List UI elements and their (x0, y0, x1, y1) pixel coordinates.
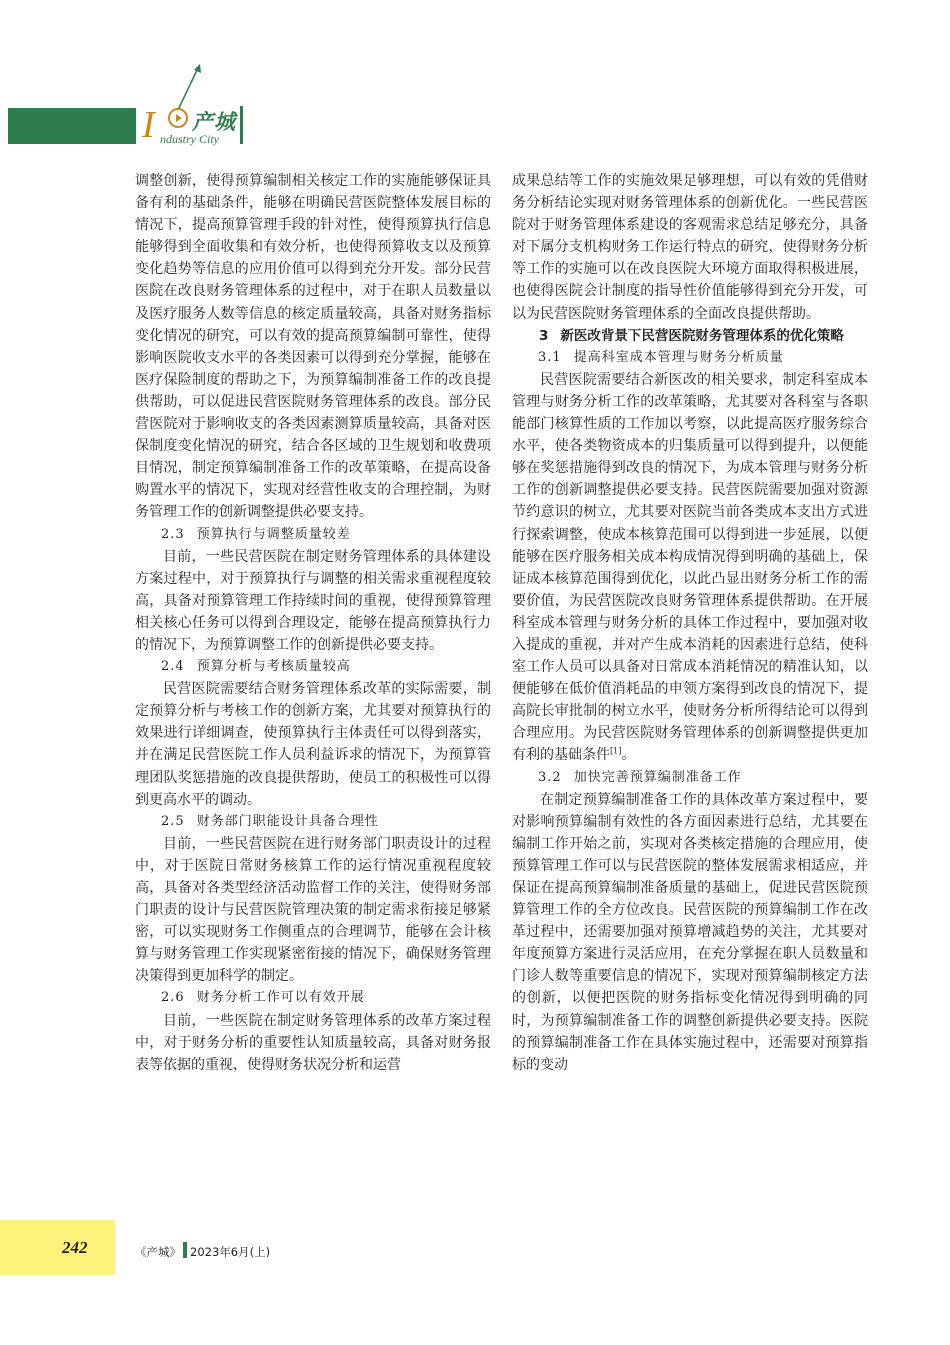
left-column (135, 170, 491, 1076)
issue-date: 2023年6月(上) (190, 1245, 271, 1259)
section-heading-3-1: 3.1 提高科室成本管理与财务分析质量 (538, 349, 784, 365)
logo-english-title: ndustry City (160, 132, 219, 146)
section-heading-3-2: 3.2 加快完善预算编制准备工作 (538, 769, 742, 785)
section-heading-2-3: 2.3 预算执行与调整质量较差 (161, 526, 351, 542)
section-heading-2-5: 2.5 财务部门职能设计具备合理性 (161, 813, 379, 829)
paragraph: 目前，一些民营医院在进行财务部门职责设计的过程中，对于医院日常财务核算工作的运行情况重视程度较高，具备对各类型经济活动监督工作的关注，使得财务部门职责的设计与民营医院管理决策的制定需求衔接足够紧密，可以实现财务工作侧重点的合理调节，能够在会计核算与财务管理工作实现紧密衔接的情况下，确保财务管理决策得到更加科学的制定。 (135, 835, 491, 985)
logo-play-icon (168, 108, 188, 128)
logo-chinese-title: 产城 (192, 110, 236, 134)
section-heading-3: 3 新医改背景下民营医院财务管理体系的优化策略 (539, 327, 844, 344)
footer-divider (183, 1242, 187, 1258)
paragraph: 目前，一些医院在制定财务管理体系的改革方案过程中，对于财务分析的重要性认知质量较高，具备对财务报表等依据的重视，使得财务状况分析和运营 (135, 1012, 491, 1073)
paragraph: 民营医院需要结合财务管理体系改革的实际需要，制定预算分析与考核工作的创新方案，尤其要对预算执行的效果进行详细调查，使预算执行主体责任可以得到落实，并在满足民营医院工作人员利益诉求的情况下，为预算管理团队奖惩措施的改良提供帮助，使员工的积极性可以得到更高水平的调动。 (135, 681, 491, 808)
paragraph: 民营医院需要结合新医改的相关要求，制定科室成本管理与财务分析工作的改革策略，尤其要对各科室与各职能部门核算性质的工作加以考察，以此提高医疗服务综合水平，使各类物资成本的归集质量可以得到提升，以便能够在奖惩措施得到改良的情况下，为成本管理与财务分析工作的创新调整提供必要支持。民营医院需要加强对资源节约意识的树立，尤其要对医院当前各类成本支出方式进行探索调整，使成本核算范围可以得到进一步延展，以便能够在医疗服务相关成本构成情况得到明确的基础上，保证成本核算范围得到优化，以此凸显出财务分析工作的需要价值，为民营医院改良财务管理体系提供帮助。在开展科室成本管理与财务分析的具体工作过程中，要加强对收入提成的重视，并对产生成本消耗的因素进行总结，使科室工作人员可以具备对日常成本消耗情况的精准认知，以便能够在低价值消耗品的申领方案得到改良的情况下，提高院长审批制的树立水平，使财务分析所得结论可以得到合理应用。为民营医院财务管理体系的创新调整提供更加有利的基础条件[1]。 (512, 371, 868, 764)
paragraph: 成果总结等工作的实施效果足够理想，可以有效的凭借财务分析结论实现对财务管理体系的创新优化。一些民营医院对于财务管理体系建设的客观需求总结足够充分，具备对下属分支机构财务工作运行特点的研究，使得财务分析等工作的实施可以在改良医院大环境方面取得积极进展，也使得医院会计制度的指导性价值能够得到充分开发，可以为民营医院财务管理体系的全面改良提供帮助。 (512, 173, 868, 322)
paragraph: 在制定预算编制准备工作的具体改革方案过程中，要对影响预算编制有效性的各方面因素进行总结，尤其要在编制工作开始之前，实现对各类核定措施的合理应用，使预算管理工作可以与民营医院的整体发展需求相适应，并保证在提高预算编制准备质量的基础上，促进民营医院预算管理工作的全方位改良。民营医院的预算编制工作在改革过程中，还需要加强对预算增减趋势的关注，尤其要对年度预算方案进行灵活应用，在充分掌握在职人员数量和门诊人数等重要信息的情况下，实现对预算编制核定方法的创新，以便把医院的财务指标变化情况得到明确的同时，为预算编制准备工作的调整创新提供必要支持。医院的预算编制准备工作在具体实施过程中，还需要对预算指标的变动 (512, 791, 868, 1073)
header-green-bar (8, 108, 136, 144)
logo-divider (240, 106, 243, 144)
citation-ref: [1] (610, 746, 622, 756)
paragraph: 调整创新，使得预算编制相关核定工作的实施能够保证具备有利的基础条件，能够在明确民营医院整体发展目标的情况下，提高预算管理手段的针对性，使得预算执行信息能够得到全面收集和有效分析，也使得预算收支以及预算变化趋势等信息的应用价值可以得到充分开发。部分民营医院在改良财务管理体系的过程中，对于在职人员数量以及医疗服务人数等信息的核定质量较高，具备对财务指标变化情况的研究，可以有效的提高预算编制可靠性，使得影响医院收支水平的各类因素可以得到充分掌握，能够在医疗保险制度的帮助之下，为预算编制准备工作的改良提供帮助，可以促进民营医院财务管理体系的改良。部分民营医院对于影响收支的各类因素测算质量较高，具备对医保制度变化情况的研究，结合各区域的卫生规划和收费项目情况，制定预算编制准备工作的改革策略，在提高设备购置水平的情况下，实现对经营性收支的合理控制，为财务管理工作的创新调整提供必要支持。 (135, 173, 491, 521)
paragraph: 目前，一些民营医院在制定财务管理体系的具体建设方案过程中，对于预算执行与调整的相关需求重视程度较高，具备对预算管理工作持续时间的重视，使得预算管理相关核心任务可以得到合理设定，能够在提高预算执行力的情况下，为预算调整工作的创新提供必要支持。 (135, 548, 491, 653)
right-column (512, 170, 868, 1076)
logo-letter: I (142, 104, 155, 146)
page-number-tab (0, 1220, 115, 1275)
growth-arrow-icon (170, 62, 206, 112)
section-heading-2-6: 2.6 财务分析工作可以有效开展 (161, 990, 365, 1006)
journal-name: 《产城》 (135, 1245, 181, 1259)
page-number: 242 (62, 1238, 88, 1257)
section-heading-2-4: 2.4 预算分析与考核质量较高 (161, 659, 351, 675)
